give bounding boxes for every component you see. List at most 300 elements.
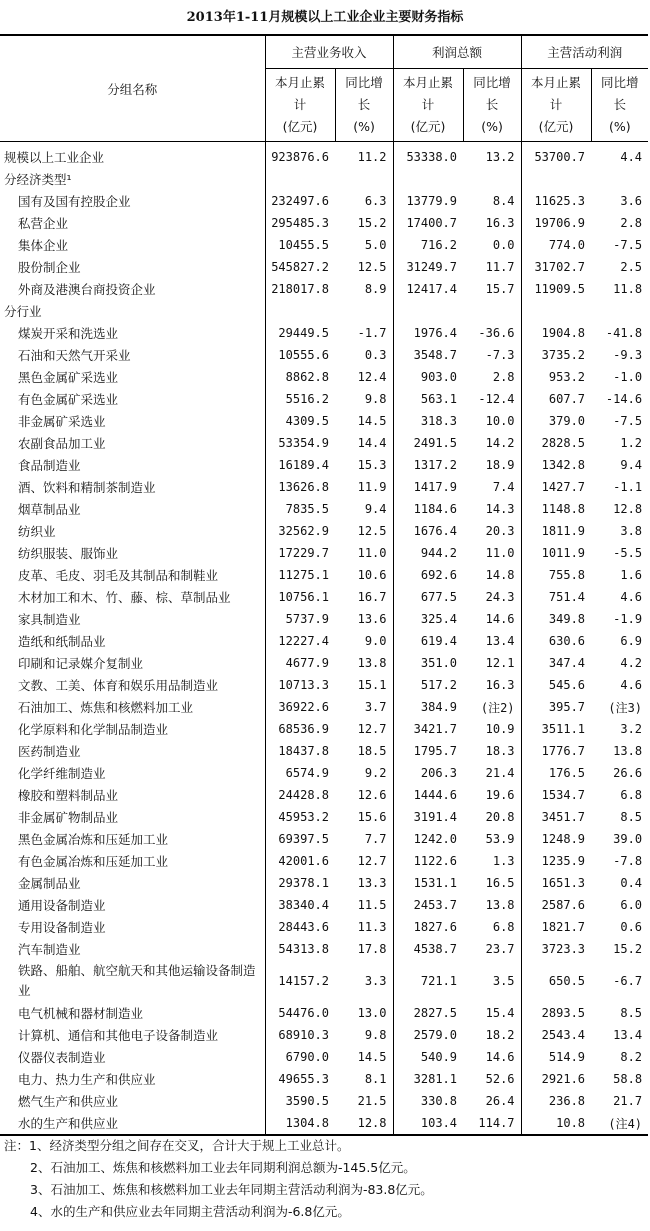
table-cell: 19.6 xyxy=(485,788,515,802)
yoy-subheader xyxy=(591,69,648,142)
table-cell: 1248.9 xyxy=(521,828,591,850)
table-cell: 3.5 xyxy=(492,974,515,988)
table-row xyxy=(0,608,648,630)
table-cell: 953.2 xyxy=(521,366,591,388)
table-cell: 15.2 xyxy=(613,942,643,956)
table-cell xyxy=(591,168,648,190)
table-row xyxy=(0,212,648,234)
table-cell: -5.5 xyxy=(613,546,643,560)
profit-header: 利润总额 xyxy=(393,35,521,69)
table-cell: 12.5 xyxy=(357,524,387,538)
table-cell: 3.7 xyxy=(364,700,387,714)
table-cell: 15.7 xyxy=(485,282,515,296)
table-cell: 3.2 xyxy=(620,722,643,736)
table-cell: 1.2 xyxy=(620,436,643,450)
table-cell: (注4) xyxy=(591,1112,648,1135)
table-cell: 9.8 xyxy=(364,392,387,406)
table-cell: 19706.9 xyxy=(521,212,591,234)
table-cell: 16.7 xyxy=(357,590,387,604)
table-cell: 14.6 xyxy=(485,1050,515,1064)
table-cell: -7.8 xyxy=(613,854,643,868)
table-cell: 13.3 xyxy=(357,876,387,890)
table-cell: 11.8 xyxy=(613,282,643,296)
table-cell: 330.8 xyxy=(393,1090,463,1112)
table-cell: 318.3 xyxy=(393,410,463,432)
table-cell: -12.4 xyxy=(478,392,515,406)
table-row xyxy=(0,322,648,344)
table-cell: 68536.9 xyxy=(265,718,335,740)
table-cell: 1417.9 xyxy=(393,476,463,498)
table-cell: 6.8 xyxy=(492,920,515,934)
table-row xyxy=(0,1090,648,1112)
table-cell: 13.2 xyxy=(485,150,515,164)
row-label: 铁路、船舶、航空航天和其他运输设备制造业 xyxy=(18,963,256,998)
table-cell: 53338.0 xyxy=(393,142,463,169)
table-cell: 24428.8 xyxy=(265,784,335,806)
table-cell: 10.9 xyxy=(485,722,515,736)
table-row xyxy=(0,366,648,388)
subheader-line: 长 xyxy=(357,97,371,112)
table-cell: 721.1 xyxy=(393,960,463,1002)
table-cell: 16.3 xyxy=(485,678,515,692)
table-cell: 1651.3 xyxy=(521,872,591,894)
table-cell: 11.0 xyxy=(485,546,515,560)
table-cell: 21.5 xyxy=(357,1094,387,1108)
table-cell: 23.7 xyxy=(485,942,515,956)
table-cell: 351.0 xyxy=(393,652,463,674)
table-cell: 14.6 xyxy=(485,612,515,626)
table-cell: 2491.5 xyxy=(393,432,463,454)
table-cell: 1184.6 xyxy=(393,498,463,520)
table-cell: -36.6 xyxy=(478,326,515,340)
table-cell: 21.4 xyxy=(485,766,515,780)
table-row xyxy=(0,586,648,608)
row-label: 石油加工、炼焦和核燃料加工业 xyxy=(18,700,194,715)
subheader-line: (%) xyxy=(608,119,631,134)
table-cell: 6790.0 xyxy=(265,1046,335,1068)
table-row xyxy=(0,674,648,696)
table-cell: 49655.3 xyxy=(265,1068,335,1090)
table-cell xyxy=(335,300,393,322)
table-cell: 3.6 xyxy=(620,194,643,208)
table-cell: -7.3 xyxy=(485,348,515,362)
group-name-header: 分组名称 xyxy=(0,35,265,142)
table-cell: 38340.4 xyxy=(265,894,335,916)
table-cell: 11.5 xyxy=(357,898,387,912)
table-row xyxy=(0,960,648,1002)
row-label: 水的生产和供应业 xyxy=(0,1112,265,1135)
table-row xyxy=(0,190,648,212)
table-cell xyxy=(521,168,591,190)
cumulative-subheader xyxy=(393,69,463,142)
table-cell: 349.8 xyxy=(521,608,591,630)
table-cell: 12.7 xyxy=(357,854,387,868)
table-row xyxy=(0,1112,648,1135)
footnote: 4、水的生产和供应业去年同期主营活动利润为-6.8亿元。 xyxy=(30,1204,350,1219)
table-cell: 1342.8 xyxy=(521,454,591,476)
table-cell: 774.0 xyxy=(521,234,591,256)
footnote: 2、石油加工、炼焦和核燃料加工业去年同期利润总额为-145.5亿元。 xyxy=(30,1160,416,1175)
table-cell: 32562.9 xyxy=(265,520,335,542)
table-cell: -1.1 xyxy=(613,480,643,494)
table-cell: -6.7 xyxy=(613,974,643,988)
table-cell: 6.8 xyxy=(620,788,643,802)
table-cell: 15.6 xyxy=(357,810,387,824)
table-cell: 3511.1 xyxy=(521,718,591,740)
row-label: 农副食品加工业 xyxy=(18,436,106,451)
table-cell: 69397.5 xyxy=(265,828,335,850)
table-cell: 944.2 xyxy=(393,542,463,564)
row-label: 股份制企业 xyxy=(18,260,81,275)
table-cell: 347.4 xyxy=(521,652,591,674)
row-label: 纺织业 xyxy=(18,524,56,539)
table-cell: 2921.6 xyxy=(521,1068,591,1090)
table-cell: 1795.7 xyxy=(393,740,463,762)
table-cell: 2453.7 xyxy=(393,894,463,916)
table-row xyxy=(0,1002,648,1024)
table-cell: 4538.7 xyxy=(393,938,463,960)
table-cell: 6.0 xyxy=(620,898,643,912)
row-label: 非金属矿采选业 xyxy=(18,414,106,429)
table-cell: 12.5 xyxy=(357,260,387,274)
table-cell: 8862.8 xyxy=(265,366,335,388)
table-cell: 3735.2 xyxy=(521,344,591,366)
table-cell: 619.4 xyxy=(393,630,463,652)
table-row xyxy=(0,388,648,410)
row-label: 燃气生产和供应业 xyxy=(18,1094,119,1109)
table-row xyxy=(0,410,648,432)
table-cell: 10756.1 xyxy=(265,586,335,608)
table-row xyxy=(0,454,648,476)
cumulative-subheader xyxy=(265,69,335,142)
row-label: 集体企业 xyxy=(18,238,69,253)
table-cell: 8.9 xyxy=(364,282,387,296)
yoy-subheader xyxy=(463,69,521,142)
footnotes xyxy=(4,1135,433,1223)
table-cell: 36922.6 xyxy=(265,696,335,718)
table-row xyxy=(0,740,648,762)
table-row xyxy=(0,168,648,190)
table-cell: 13.8 xyxy=(357,656,387,670)
row-label: 金属制品业 xyxy=(18,876,81,891)
table-cell: 3.8 xyxy=(620,524,643,538)
subheader-line: 本月止累 xyxy=(531,75,582,90)
table-cell: 607.7 xyxy=(521,388,591,410)
table-cell: 384.9 xyxy=(393,696,463,718)
row-label: 非金属矿物制品业 xyxy=(18,810,119,825)
subheader-line: (亿元) xyxy=(538,119,574,134)
table-cell: 53700.7 xyxy=(521,142,591,169)
subheader-line: 计 xyxy=(549,97,563,112)
table-cell: 39.0 xyxy=(613,832,643,846)
table-cell: 4.6 xyxy=(620,590,643,604)
row-label: 橡胶和塑料制品业 xyxy=(18,788,119,803)
table-cell: 8.4 xyxy=(492,194,515,208)
table-cell: 5.0 xyxy=(364,238,387,252)
table-cell: 13.8 xyxy=(485,898,515,912)
row-label: 文教、工美、体育和娱乐用品制造业 xyxy=(18,678,219,693)
row-label: 石油和天然气开采业 xyxy=(18,348,131,363)
table-row xyxy=(0,1068,648,1090)
table-cell: 28443.6 xyxy=(265,916,335,938)
row-label: 外商及港澳台商投资企业 xyxy=(18,282,156,297)
table-cell: 12.6 xyxy=(357,788,387,802)
table-cell: 1676.4 xyxy=(393,520,463,542)
subheader-line: 计 xyxy=(293,97,307,112)
table-cell: 9.4 xyxy=(364,502,387,516)
table-cell: 1904.8 xyxy=(521,322,591,344)
table-cell xyxy=(591,300,648,322)
table-cell: 68910.3 xyxy=(265,1024,335,1046)
row-label: 汽车制造业 xyxy=(18,942,81,957)
table-cell: 12227.4 xyxy=(265,630,335,652)
row-label: 家具制造业 xyxy=(18,612,81,627)
table-cell: 3723.3 xyxy=(521,938,591,960)
table-row xyxy=(0,784,648,806)
table-cell: -41.8 xyxy=(605,326,643,340)
cumulative-subheader xyxy=(521,69,591,142)
table-cell: 923876.6 xyxy=(265,142,335,169)
row-label: 通用设备制造业 xyxy=(18,898,106,913)
table-cell: 1.6 xyxy=(620,568,643,582)
revenue-header: 主营业务收入 xyxy=(265,35,393,69)
subheader-line: 本月止累 xyxy=(274,75,325,90)
operating-profit-header: 主营活动利润 xyxy=(521,35,648,69)
subheader-line: 同比增 xyxy=(473,75,511,90)
table-cell: 1827.6 xyxy=(393,916,463,938)
table-row xyxy=(0,630,648,652)
table-cell: 26.4 xyxy=(485,1094,515,1108)
table-cell: 54476.0 xyxy=(265,1002,335,1024)
table-cell xyxy=(265,300,335,322)
table-cell: 1148.8 xyxy=(521,498,591,520)
table-cell: 14157.2 xyxy=(265,960,335,1002)
table-cell: 3191.4 xyxy=(393,806,463,828)
table-cell: 13.4 xyxy=(485,634,515,648)
table-cell: 17400.7 xyxy=(393,212,463,234)
row-label: 酒、饮料和精制茶制造业 xyxy=(18,480,156,495)
table-row xyxy=(0,916,648,938)
subheader-line: 长 xyxy=(613,97,627,112)
table-cell: 2587.6 xyxy=(521,894,591,916)
table-row xyxy=(0,256,648,278)
row-label: 有色金属冶炼和压延加工业 xyxy=(18,854,169,869)
table-cell xyxy=(393,168,463,190)
table-cell: 545827.2 xyxy=(265,256,335,278)
table-cell: 517.2 xyxy=(393,674,463,696)
row-label: 仪器仪表制造业 xyxy=(18,1050,106,1065)
table-cell: 31249.7 xyxy=(393,256,463,278)
table-row xyxy=(0,498,648,520)
table-cell: 5737.9 xyxy=(265,608,335,630)
table-cell: 11.0 xyxy=(357,546,387,560)
table-cell: 9.2 xyxy=(364,766,387,780)
table-cell: 206.3 xyxy=(393,762,463,784)
row-label: 皮革、毛皮、羽毛及其制品和制鞋业 xyxy=(18,568,219,583)
table-row xyxy=(0,542,648,564)
table-row xyxy=(0,696,648,718)
table-cell: 2.8 xyxy=(492,370,515,384)
table-cell: 11909.5 xyxy=(521,278,591,300)
table-cell: 15.4 xyxy=(485,1006,515,1020)
table-cell: 12.7 xyxy=(357,722,387,736)
table-cell: 18.9 xyxy=(485,458,515,472)
table-cell: 24.3 xyxy=(485,590,515,604)
row-label: 规模以上工业企业 xyxy=(4,150,105,165)
row-label: 印刷和记录媒介复制业 xyxy=(18,656,144,671)
table-cell: 3451.7 xyxy=(521,806,591,828)
table-cell: 325.4 xyxy=(393,608,463,630)
subheader-line: 计 xyxy=(421,97,435,112)
table-row xyxy=(0,762,648,784)
subheader-line: 本月止累 xyxy=(403,75,454,90)
table-cell: 103.4 xyxy=(393,1112,463,1135)
table-cell: 4677.9 xyxy=(265,652,335,674)
table-cell: 11275.1 xyxy=(265,564,335,586)
row-label: 造纸和纸制品业 xyxy=(18,634,106,649)
table-cell: 53354.9 xyxy=(265,432,335,454)
table-cell: 10.0 xyxy=(485,414,515,428)
table-cell: 15.3 xyxy=(357,458,387,472)
row-label: 化学纤维制造业 xyxy=(18,766,106,781)
table-cell: 13779.9 xyxy=(393,190,463,212)
table-cell: 10.6 xyxy=(357,568,387,582)
table-cell: 4.2 xyxy=(620,656,643,670)
table-cell: 12.8 xyxy=(335,1112,393,1135)
table-row xyxy=(0,828,648,850)
table-cell: 0.6 xyxy=(620,920,643,934)
table-cell: 677.5 xyxy=(393,586,463,608)
table-cell: 1011.9 xyxy=(521,542,591,564)
table-cell: 2.8 xyxy=(620,216,643,230)
subheader-line: 同比增 xyxy=(345,75,383,90)
financial-indicators-table xyxy=(0,34,648,1136)
table-cell: 295485.3 xyxy=(265,212,335,234)
footnote: 注：1、经济类型分组之间存在交叉，合计大于规上工业总计。 xyxy=(4,1138,350,1153)
table-cell: 3281.1 xyxy=(393,1068,463,1090)
table-cell: 2827.5 xyxy=(393,1002,463,1024)
table-cell: 18437.8 xyxy=(265,740,335,762)
row-label: 国有及国有控股企业 xyxy=(18,194,131,209)
table-row xyxy=(0,652,648,674)
table-cell: 755.8 xyxy=(521,564,591,586)
table-cell: 2543.4 xyxy=(521,1024,591,1046)
table-cell: 42001.6 xyxy=(265,850,335,872)
subheader-line: (亿元) xyxy=(282,119,318,134)
table-cell: 26.6 xyxy=(613,766,643,780)
table-cell: 18.5 xyxy=(357,744,387,758)
table-cell: 12.4 xyxy=(357,370,387,384)
table-cell: 545.6 xyxy=(521,674,591,696)
table-row xyxy=(0,938,648,960)
table-cell: 2893.5 xyxy=(521,1002,591,1024)
table-cell: 176.5 xyxy=(521,762,591,784)
table-cell: 8.2 xyxy=(620,1050,643,1064)
table-cell: (注3) xyxy=(608,700,643,715)
table-cell: 17.8 xyxy=(357,942,387,956)
table-cell: 58.8 xyxy=(613,1072,643,1086)
table-cell: 14.5 xyxy=(357,1050,387,1064)
table-cell: 16.3 xyxy=(485,216,515,230)
table-cell: 4.4 xyxy=(620,150,643,164)
table-cell: -1.7 xyxy=(357,326,387,340)
table-cell: 53.9 xyxy=(485,832,515,846)
table-cell xyxy=(393,300,463,322)
table-cell: 903.0 xyxy=(393,366,463,388)
row-label: 煤炭开采和洗选业 xyxy=(18,326,119,341)
table-row xyxy=(0,564,648,586)
subheader-line: (%) xyxy=(353,119,375,134)
table-cell: 12417.4 xyxy=(393,278,463,300)
table-cell: 9.8 xyxy=(364,1028,387,1042)
table-cell: 11.9 xyxy=(357,480,387,494)
table-cell: -1.9 xyxy=(613,612,643,626)
table-cell: 18.3 xyxy=(485,744,515,758)
row-label: 烟草制品业 xyxy=(18,502,81,517)
table-cell: -7.5 xyxy=(613,238,643,252)
table-cell: 14.8 xyxy=(485,568,515,582)
table-cell: 3548.7 xyxy=(393,344,463,366)
table-cell: 8.1 xyxy=(364,1072,387,1086)
table-cell: 0.0 xyxy=(492,238,515,252)
table-cell: (注2) xyxy=(480,700,515,715)
table-cell: 1.3 xyxy=(492,854,515,868)
page-title: 2013年1-11月规模以上工业企业主要财务指标 xyxy=(186,10,464,25)
table-cell: 11.3 xyxy=(357,920,387,934)
table-cell: 54313.8 xyxy=(265,938,335,960)
table-row xyxy=(0,344,648,366)
table-cell: 7835.5 xyxy=(265,498,335,520)
table-cell: 1427.7 xyxy=(521,476,591,498)
row-label: 有色金属矿采选业 xyxy=(18,392,119,407)
table-cell: 14.2 xyxy=(485,436,515,450)
table-cell: 29449.5 xyxy=(265,322,335,344)
row-label: 电力、热力生产和供应业 xyxy=(18,1072,156,1087)
table-cell: 2828.5 xyxy=(521,432,591,454)
table-cell: 1811.9 xyxy=(521,520,591,542)
table-cell: -1.0 xyxy=(613,370,643,384)
table-cell: 20.3 xyxy=(485,524,515,538)
table-row xyxy=(0,1046,648,1068)
table-cell: 14.4 xyxy=(357,436,387,450)
table-cell: 1531.1 xyxy=(393,872,463,894)
table-cell: 52.6 xyxy=(485,1072,515,1086)
table-row xyxy=(0,850,648,872)
table-row xyxy=(0,142,648,169)
table-cell: 13.4 xyxy=(613,1028,643,1042)
table-cell: 7.7 xyxy=(364,832,387,846)
table-cell: 514.9 xyxy=(521,1046,591,1068)
subheader-line: 长 xyxy=(485,97,499,112)
table-cell: 236.8 xyxy=(521,1090,591,1112)
table-cell: 1304.8 xyxy=(265,1112,335,1135)
table-row xyxy=(0,894,648,916)
table-row xyxy=(0,718,648,740)
table-cell xyxy=(463,300,521,322)
table-cell: -9.3 xyxy=(613,348,643,362)
table-cell: 29378.1 xyxy=(265,872,335,894)
table-row xyxy=(0,872,648,894)
footnote: 3、石油加工、炼焦和核燃料加工业去年同期主营活动利润为-83.8亿元。 xyxy=(30,1182,433,1197)
table-cell: 8.5 xyxy=(620,1006,643,1020)
row-label: 分经济类型¹ xyxy=(4,172,72,187)
table-cell: 18.2 xyxy=(485,1028,515,1042)
table-cell: 4.6 xyxy=(620,678,643,692)
table-cell xyxy=(463,168,521,190)
table-cell: 13.8 xyxy=(613,744,643,758)
table-cell: 692.6 xyxy=(393,564,463,586)
table-cell: 6.9 xyxy=(620,634,643,648)
